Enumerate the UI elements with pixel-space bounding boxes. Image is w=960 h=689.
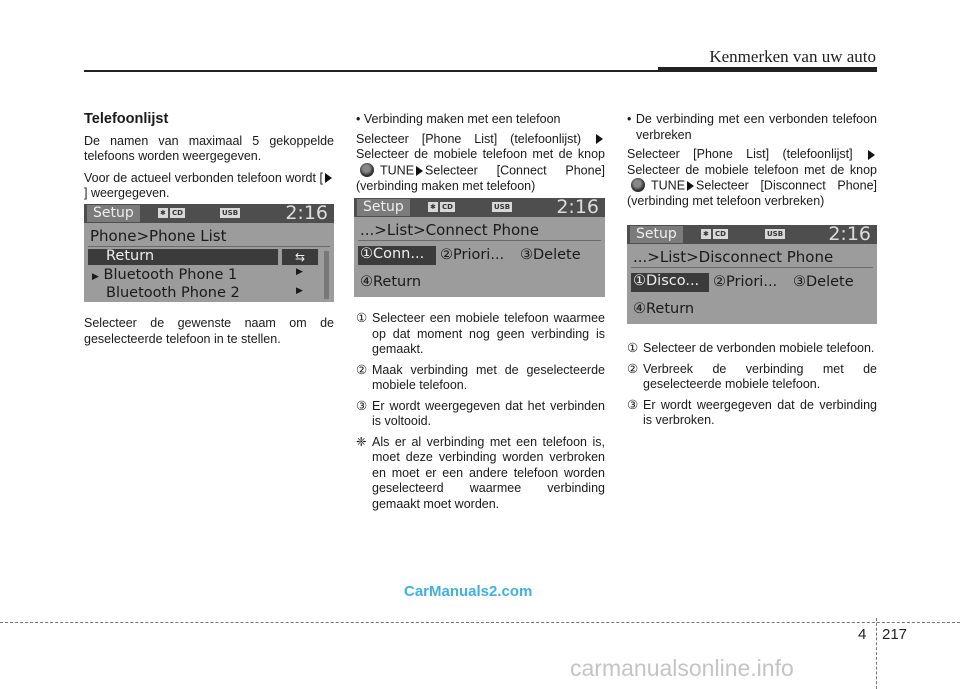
paragraph: De namen van maximaal 5 gekoppelde telefoons worden weergegeven.	[84, 133, 334, 163]
step-text: Verbreek de verbinding met de geselecteerde mobiele telefoon.	[643, 361, 877, 391]
text-fragment: Voor de actueel verbonden telefoon wordt [	[84, 170, 323, 185]
step-text: Er wordt weergegeven dat het verbinden is voltooid.	[372, 398, 605, 428]
page-number: 217	[882, 626, 908, 643]
option-return[interactable]: ④Return	[633, 301, 695, 317]
step-number: ③	[356, 398, 368, 413]
text-fragment: Selecteer [Phone List] (telefoonlijst)	[356, 131, 582, 146]
list-item[interactable]: Bluetooth Phone 2	[106, 285, 240, 301]
back-icon[interactable]: ⇆	[282, 249, 318, 265]
bluetooth-icon: ✱	[430, 203, 436, 211]
paragraph-instruction: Selecteer de gewenste naam om de geselecteerde telefoon in te stellen.	[84, 316, 334, 346]
setup-label: Setup	[357, 199, 410, 216]
step-number: ②	[627, 361, 639, 376]
paragraph	[356, 132, 605, 195]
header-rule-accent	[658, 67, 877, 72]
step-text: Selecteer een mobiele telefoon waarmee op dat moment nog geen verbinding is gemaakt.	[372, 311, 605, 356]
option-return[interactable]: ④Return	[360, 274, 422, 290]
usb-icon: USB	[494, 203, 511, 211]
step-text: Er wordt weergegeven dat de verbinding is verbroken.	[643, 397, 877, 427]
screen-divider	[88, 246, 330, 247]
clock: 2:16	[556, 198, 599, 218]
display-screen-disconnect	[627, 225, 877, 324]
option-delete[interactable]: ③Delete	[793, 274, 854, 290]
step-text: Selecteer de verbonden mobiele telefoon.	[643, 341, 875, 355]
display-screen-connect	[354, 198, 605, 297]
text-fragment: Selecteer [Phone List] (telefoonlijst]	[627, 147, 853, 161]
usb-icon: USB	[767, 230, 784, 238]
clock: 2:16	[285, 204, 328, 224]
option-connect[interactable]	[358, 246, 436, 265]
tune-knob-icon	[360, 163, 374, 177]
cd-icon: CD	[442, 203, 453, 211]
bluetooth-icon: ✱	[703, 230, 709, 238]
header-rule	[84, 70, 660, 72]
footer-watermark-url: carmanualsonline.info	[570, 655, 794, 681]
step-number: ③	[627, 397, 639, 412]
steps-connect	[356, 311, 605, 517]
paragraph	[84, 171, 334, 202]
screen-status-bar	[84, 204, 334, 223]
play-triangle-icon	[868, 150, 875, 160]
text-fragment: ] weergegeven.	[84, 186, 170, 200]
bullet-heading: • Verbinding maken met een telefoon	[356, 112, 561, 126]
play-triangle-icon	[596, 134, 603, 144]
chevron-right-icon: ▶	[92, 272, 99, 282]
step-item	[627, 362, 877, 393]
column-phone-list	[84, 112, 334, 208]
text-fragment: Selecteer de mobiele telefoon met de knop	[356, 147, 605, 161]
option-label: ①Conn...	[360, 246, 425, 262]
column-connect	[356, 112, 605, 200]
screen-status-bar	[354, 198, 605, 217]
note-item	[356, 435, 605, 513]
note-text: Als er al verbinding met een telefoon is, moet deze verbinding worden verbroken en moet er een andere telefoon worden geselecteerd waarmee verbinding gemaakt moet worden.	[372, 434, 605, 511]
list-item-label: Bluetooth Phone 1	[103, 267, 238, 283]
display-screen-phone-list	[84, 204, 334, 302]
play-triangle-icon	[416, 166, 423, 176]
option-label: ①Disco...	[633, 273, 700, 289]
text-fragment: Selecteer [Connect Phone] (verbinding maken met telefoon)	[356, 162, 605, 193]
text-fragment: Selecteer de mobiele telefoon met de knop	[627, 162, 877, 177]
cd-icon: CD	[715, 230, 726, 238]
footer-rule	[0, 622, 960, 623]
section-heading: Telefoonlijst	[84, 111, 169, 127]
screen-status-bar	[627, 225, 877, 244]
text-fragment: TUNE	[651, 178, 686, 193]
setup-label: Setup	[87, 205, 140, 222]
option-priority[interactable]: ②Priori...	[713, 274, 778, 290]
play-triangle-icon	[687, 181, 694, 191]
screen-breadcrumb: ...>List>Disconnect Phone	[633, 248, 834, 266]
step-number: ①	[627, 341, 639, 355]
option-disconnect[interactable]	[631, 273, 709, 292]
list-item-label: Return	[106, 248, 155, 264]
chapter-number: 4	[858, 626, 867, 643]
clock: 2:16	[828, 225, 871, 245]
list-item[interactable]	[92, 267, 237, 283]
chevron-right-icon: ▶	[296, 286, 303, 296]
screen-divider	[631, 267, 873, 268]
screen-divider	[358, 240, 601, 241]
list-item-selected[interactable]	[88, 249, 278, 265]
step-item	[627, 341, 877, 357]
option-priority[interactable]: ②Priori...	[440, 247, 505, 263]
tune-knob-icon	[631, 178, 645, 192]
steps-disconnect	[627, 341, 877, 434]
option-delete[interactable]: ③Delete	[520, 247, 581, 263]
play-triangle-icon	[325, 173, 332, 183]
footer-divider	[876, 618, 877, 689]
text-fragment: Selecteer [Disconnect Phone] (verbinding met telefoon verbreken)	[627, 178, 877, 208]
column-disconnect	[627, 112, 877, 216]
step-item	[356, 311, 605, 358]
scrollbar[interactable]	[324, 251, 329, 299]
bullet-heading: • De verbinding met een verbonden telefoon verbreken	[627, 112, 877, 142]
step-item	[356, 363, 605, 394]
note-icon: ❈	[356, 434, 367, 449]
text-fragment: TUNE	[380, 162, 415, 177]
step-number: ①	[356, 311, 368, 325]
screen-breadcrumb: ...>List>Connect Phone	[360, 221, 539, 239]
setup-label: Setup	[630, 226, 683, 243]
paragraph	[627, 147, 877, 210]
step-item	[627, 398, 877, 429]
step-item	[356, 399, 605, 430]
usb-icon: USB	[222, 209, 239, 217]
chevron-right-icon: ▶	[296, 267, 303, 277]
step-text: Maak verbinding met de geselecteerde mobiele telefoon.	[372, 362, 605, 392]
watermark-link[interactable]: CarManuals2.com	[404, 583, 533, 600]
bluetooth-icon: ✱	[160, 209, 166, 217]
cd-icon: CD	[172, 209, 183, 217]
page-header-title: Kenmerken van uw auto	[709, 47, 876, 66]
step-number: ②	[356, 362, 368, 377]
screen-breadcrumb: Phone>Phone List	[90, 227, 227, 245]
